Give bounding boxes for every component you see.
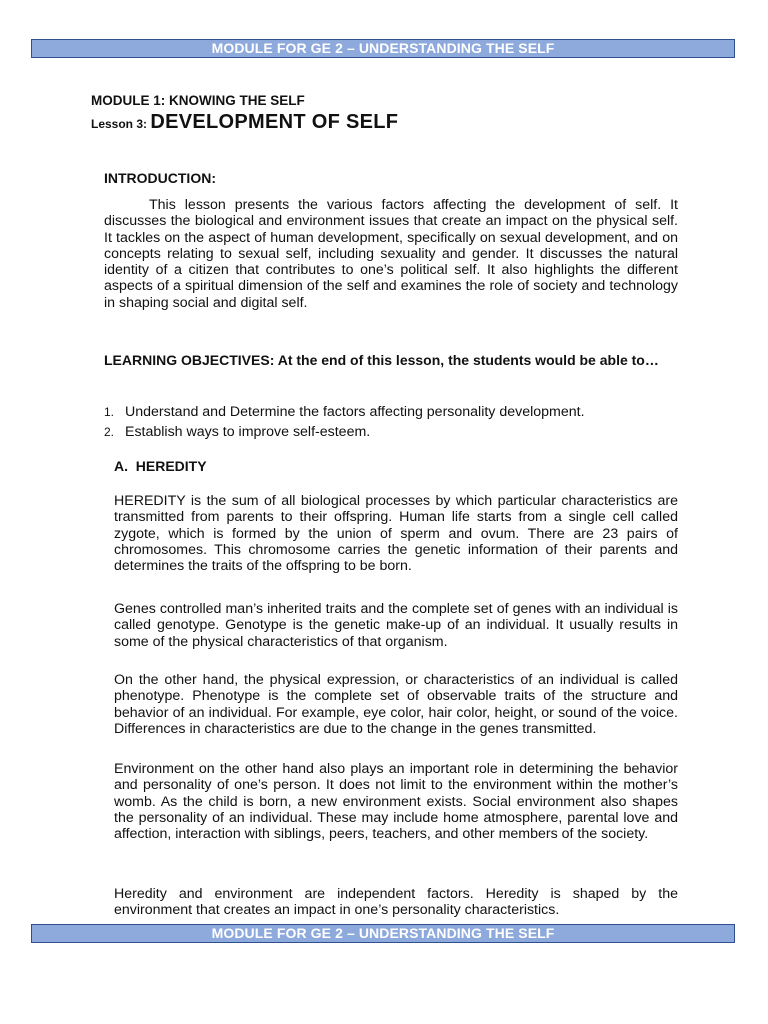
lesson-heading: DEVELOPMENT OF SELF — [150, 111, 399, 133]
module-title: MODULE 1: KNOWING THE SELF — [91, 93, 305, 108]
objective-number: 1. — [104, 405, 115, 419]
environment-paragraph: Environment on the other hand also plays an important role in determining the behavior and personality of one’s person. It does not limit to the environment within the mother’s womb. As the child is born, a new environment exists. Social environment also shapes the personality of an individual. These may include home atmosphere, parental love and affection, interaction with siblings, peers, teachers, and other members of the society. — [114, 761, 678, 843]
objective-item — [104, 404, 585, 421]
lesson-title — [91, 111, 398, 134]
objective-text: Establish ways to improve self-esteem. — [125, 424, 371, 440]
introduction-paragraph: This lesson presents the various factors affecting the development of self. It discusses the biological and environment issues that create an impact on the physical self. It tackles on the aspect of human development, specifically on sexual development, and on concepts relating to sexual self, including sexuality and gender. It discusses the natural identity of a citizen that contributes to one’s political self. It also highlights the different aspects of a spiritual dimension of the self and examines the role of society and technology in shaping social and digital self. — [104, 197, 678, 311]
objective-number: 2. — [104, 425, 115, 439]
introduction-heading: INTRODUCTION: — [104, 170, 216, 186]
genotype-paragraph: Genes controlled man’s inherited traits and the complete set of genes with an individual is called genotype. Genotype is the genetic make-up of an individual. It usually results in some of the physical characteristics of that organism. — [114, 601, 678, 650]
footer-banner: MODULE FOR GE 2 – UNDERSTANDING THE SELF — [31, 924, 735, 943]
objective-item — [104, 424, 370, 441]
phenotype-paragraph: On the other hand, the physical expression, or characteristics of an individual is called phenotype. Phenotype is the complete set of observable traits of the structure and behavior of an individual. For example, eye color, hair color, height, or sound of the voice. Differences in characteristics are due to the change in the genes transmitted. — [114, 672, 678, 737]
heredity-paragraph: HEREDITY is the sum of all biological processes by which particular characteristics are transmitted from parents to their offspring. Human life starts from a single cell called zygote, which is formed by the union of sperm and ovum. There are 23 pairs of chromosomes. This chromosome carries the genetic information of their parents and determines the traits of the offspring to be born. — [114, 493, 678, 575]
lesson-label: Lesson 3: — [91, 117, 151, 131]
heredity-environment-paragraph: Heredity and environment are independent factors. Heredity is shaped by the environment that creates an impact in one’s personality characteristics. — [114, 886, 678, 919]
header-banner: MODULE FOR GE 2 – UNDERSTANDING THE SELF — [31, 39, 735, 58]
objectives-heading: LEARNING OBJECTIVES: At the end of this lesson, the students would be able to… — [104, 352, 659, 368]
objective-text: Understand and Determine the factors affecting personality development. — [125, 404, 585, 420]
heredity-heading: A. HEREDITY — [114, 458, 207, 474]
